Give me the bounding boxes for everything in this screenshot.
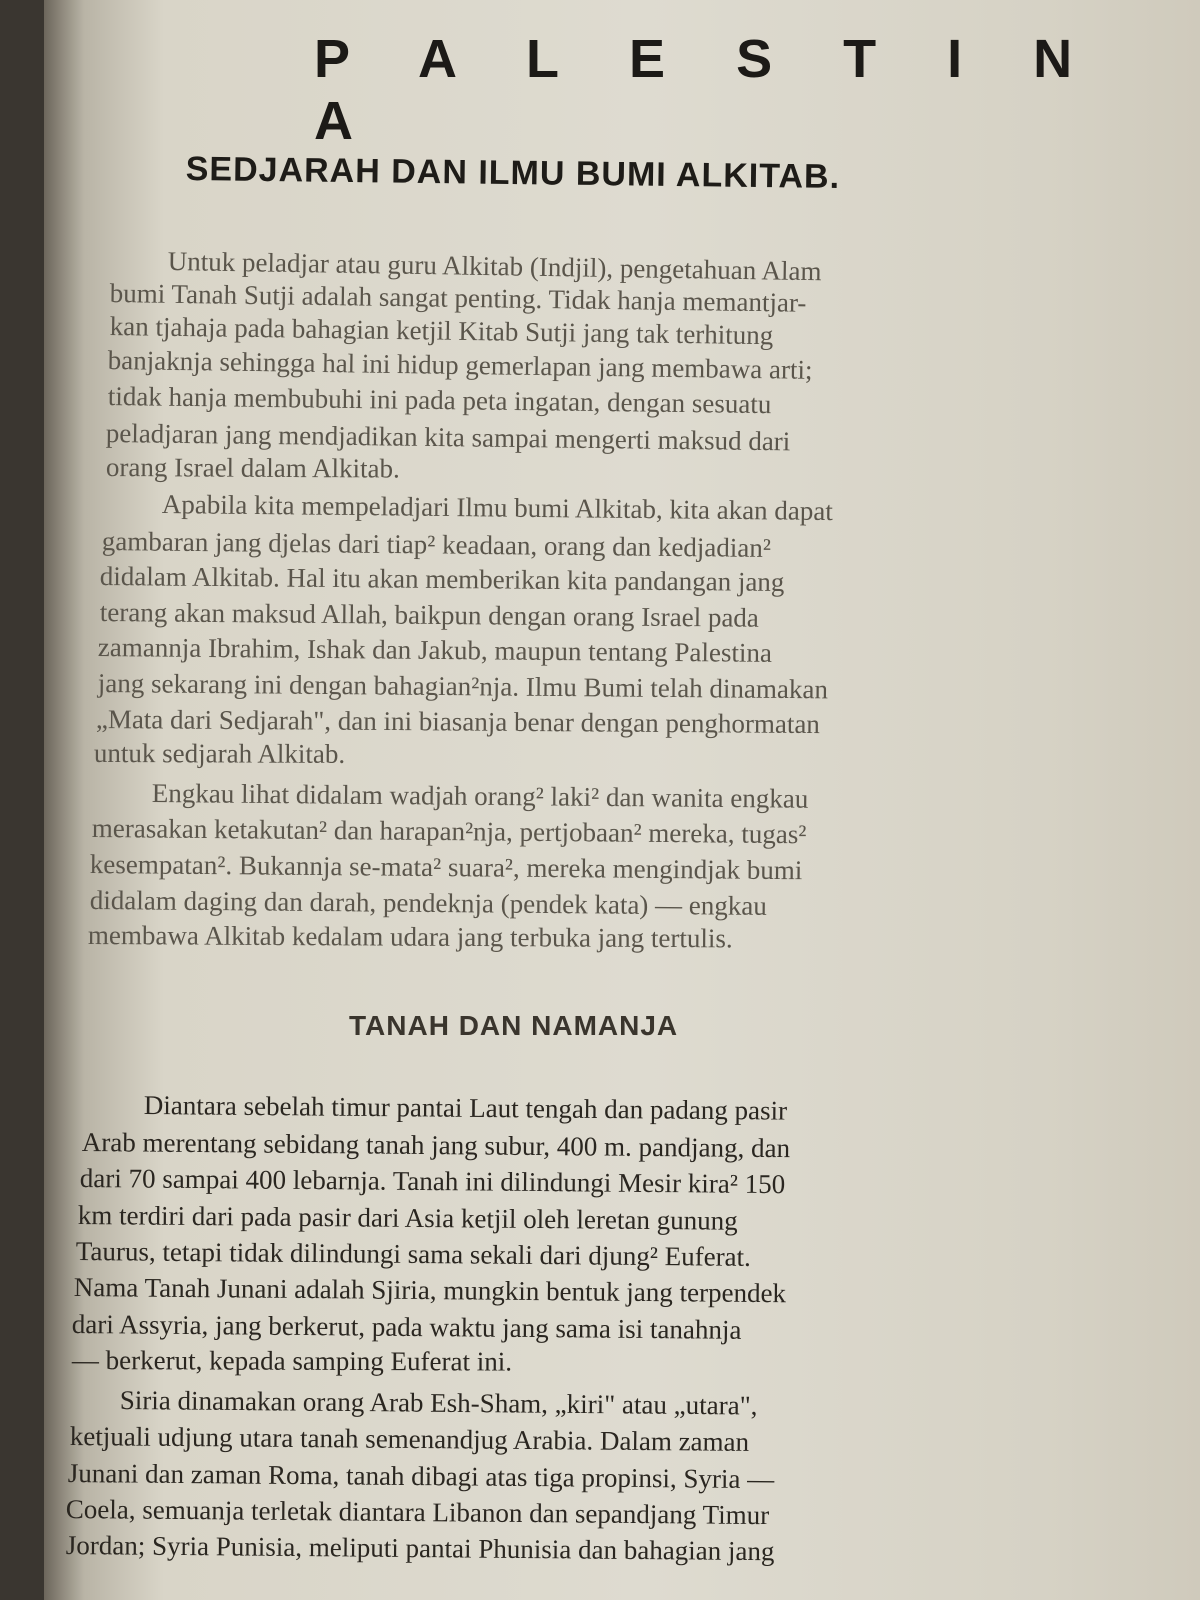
- text-line: didalam daging dan darah, pendeknja (pendek kata) — engkau: [89, 885, 767, 921]
- text-line: Untuk peladjar atau guru Alkitab (Indjil), pengetahuan Alam: [167, 246, 822, 287]
- text-line: jang sekarang ini dengan bahagian²nja. Ilmu Bumi telah dinamakan: [97, 668, 829, 705]
- text-line: Jordan; Syria Punisia, meliputi pantai Phunisia dan bahagian jang: [65, 1530, 775, 1567]
- text-line: kesempatan². Bukannja se-mata² suara², mereka mengindjak bumi: [89, 849, 803, 886]
- text-line: kan tjahaja pada bahagian ketjil Kitab Sutji jang tak terhitung: [109, 311, 774, 351]
- text-line: Coela, semuanja terletak diantara Libanon dan sepandjang Timur: [65, 1494, 770, 1531]
- text-line: peladjaran jang mendjadikan kita sampai mengerti maksud dari: [105, 418, 791, 457]
- text-line: Engkau lihat didalam wadjah orang² laki² dan wanita engkau: [151, 778, 809, 814]
- text-line: bumi Tanah Sutji adalah sangat penting. Tidak hanja memantjar-: [109, 278, 807, 318]
- text-line: zamannja Ibrahim, Ishak dan Jakub, maupun tentang Palestina: [97, 632, 773, 668]
- text-line: didalam Alkitab. Hal itu akan memberikan kita pandangan jang: [99, 561, 785, 597]
- text-line: orang Israel dalam Alkitab.: [105, 452, 400, 484]
- text-line: tidak hanja membubuhi ini pada peta ingatan, dengan sesuatu: [107, 381, 772, 420]
- text-line: „Mata dari Sedjarah", dan ini biasanja benar dengan penghormatan: [95, 704, 820, 740]
- text-line: Arab merentang sebidang tanah jang subur, 400 m. pandjang, dan: [81, 1127, 791, 1164]
- text-line: untuk sedjarah Alkitab.: [93, 738, 346, 769]
- text-line: terang akan maksud Allah, baikpun dengan orang Israel pada: [99, 597, 760, 633]
- text-line: gambaran jang djelas dari tiap² keadaan, orang dan kedjadian²: [101, 526, 772, 564]
- text-line: Apabila kita mempeladjari Ilmu bumi Alkitab, kita akan dapat: [161, 489, 834, 527]
- book-page: [44, 0, 1200, 1600]
- text-line: km terdiri dari pada pasir dari Asia ketjil oleh leretan gunung: [77, 1200, 738, 1236]
- section-heading: TANAH DAN NAMANJA: [349, 1010, 679, 1041]
- text-line: banjaknja sehingga hal ini hidup gemerlapan jang membawa arti;: [107, 345, 813, 385]
- text-line: Taurus, tetapi tidak dilindungi sama sekali dari djung² Euferat.: [75, 1236, 752, 1272]
- page-subtitle: SEDJARAH DAN ILMU BUMI ALKITAB.: [185, 150, 841, 196]
- page-title: P A L E S T I N A: [314, 29, 1101, 151]
- text-line: dari 70 sampai 400 lebarnja. Tanah ini dilindungi Mesir kira² 150: [79, 1163, 786, 1200]
- text-line: Siria dinamakan orang Arab Esh-Sham, „kiri" atau „utara",: [119, 1385, 758, 1421]
- text-line: Nama Tanah Junani adalah Sjiria, mungkin bentuk jang terpendek: [73, 1272, 787, 1309]
- text-line: ketjuali udjung utara tanah semenandjug Arabia. Dalam zaman: [69, 1421, 750, 1457]
- text-line: merasakan ketakutan² dan harapan²nja, pertjobaan² mereka, tugas²: [91, 813, 807, 850]
- text-line: Diantara sebelah timur pantai Laut tengah dan padang pasir: [143, 1090, 788, 1126]
- text-line: Junani dan zaman Roma, tanah dibagi atas tiga propinsi, Syria —: [67, 1458, 775, 1495]
- text-line: dari Assyria, jang berkerut, pada waktu jang sama isi tanahnja: [71, 1309, 742, 1345]
- text-line: membawa Alkitab kedalam udara jang terbuka jang tertulis.: [87, 920, 733, 954]
- text-line: — berkerut, kepada samping Euferat ini.: [71, 1345, 513, 1377]
